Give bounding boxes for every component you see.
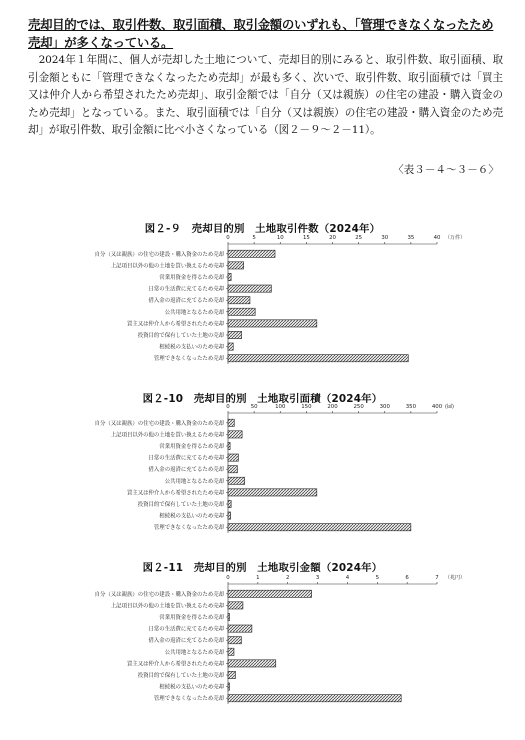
chart-2-11 bbox=[0, 574, 525, 714]
category-label: 買主又は仲介人から希望されたため売却 bbox=[126, 490, 224, 497]
bar bbox=[228, 262, 244, 269]
x-tick-label: 1 bbox=[256, 575, 260, 581]
bar bbox=[228, 512, 231, 519]
unit-label: （万件） bbox=[445, 235, 466, 241]
x-tick-label: 100 bbox=[275, 404, 286, 410]
category-label: 日常の生活費に充てるため売却 bbox=[148, 455, 224, 462]
category-label: 自分（又は親族）の住宅の建設・購入資金のため売却 bbox=[94, 591, 224, 598]
chart-title-2-11: 図２-11 売却目的別 土地取引金額（2024年） bbox=[142, 562, 383, 574]
bar bbox=[228, 285, 271, 292]
unit-label: （兆円） bbox=[445, 575, 466, 581]
bar bbox=[228, 602, 243, 609]
category-label: 管理できなくなったため売却 bbox=[153, 696, 224, 703]
chart-2-9 bbox=[0, 234, 525, 374]
x-tick-label: 0 bbox=[226, 404, 230, 410]
bar bbox=[228, 442, 230, 449]
x-tick-label: 300 bbox=[379, 404, 390, 410]
x-tick-label: 0 bbox=[226, 235, 230, 241]
category-label: 公共用地となるため売却 bbox=[164, 309, 224, 316]
category-label: 投資目的で保有していた土地の売却 bbox=[137, 673, 224, 679]
bar bbox=[228, 297, 250, 304]
x-tick-label: 250 bbox=[353, 404, 364, 410]
bar bbox=[228, 477, 245, 484]
category-label: 投資目的で保有していた土地の売却 bbox=[137, 502, 224, 508]
chart-2-10 bbox=[0, 403, 525, 543]
x-tick-label: 4 bbox=[345, 575, 350, 581]
category-label: 上記項目以外の他の土地を買い換えるため売却 bbox=[110, 603, 224, 610]
x-tick-label: 2 bbox=[285, 575, 290, 581]
bar bbox=[228, 431, 242, 438]
x-tick-label: 0 bbox=[226, 575, 230, 581]
category-label: 投資目的で保有していた土地の売却 bbox=[137, 333, 224, 339]
bar bbox=[228, 466, 237, 473]
bar bbox=[228, 648, 234, 655]
x-tick-label: 15 bbox=[302, 235, 310, 241]
category-label: 管理できなくなったため売却 bbox=[153, 356, 224, 363]
bar bbox=[228, 660, 276, 667]
bar bbox=[228, 419, 234, 426]
category-label: 相続税の支払いのため売却 bbox=[159, 513, 224, 520]
category-label: 自分（又は親族）の住宅の建設・購入資金のため売却 bbox=[94, 251, 224, 258]
category-label: 営業用資金を得るため売却 bbox=[159, 444, 224, 450]
body-paragraph: 2024年１年間に、個人が売却した土地について、売却目的別にみると、取引件数、取引面積、取引金額ともに「管理できなくなったため売却」が最も多く、次いで、取引件数、取引面積では「買主又は仲介人から希望されたため売却」、取引金額では「自分（又は親族）の住宅の建設・購入資金のため売却」となっている。また、取引面積では「自分（又は親族）の住宅の建設・購入資金のため売却」が取引件数、取引金額に比べ小さくなっている（図２－９～２－11）。 bbox=[28, 54, 503, 137]
x-tick-label: 30 bbox=[381, 235, 389, 241]
x-tick-label: 50 bbox=[250, 404, 258, 410]
x-tick-label: 200 bbox=[327, 404, 338, 410]
bar bbox=[228, 683, 229, 690]
bar bbox=[228, 524, 411, 531]
x-tick-label: 5 bbox=[375, 575, 380, 581]
x-tick-label: 10 bbox=[276, 235, 284, 241]
category-label: 管理できなくなったため売却 bbox=[153, 525, 224, 532]
category-label: 公共用地となるため売却 bbox=[164, 478, 224, 485]
bar bbox=[228, 273, 231, 280]
category-label: 営業用資金を得るため売却 bbox=[159, 615, 224, 621]
x-tick-label: 400 bbox=[431, 404, 443, 410]
bar bbox=[228, 590, 312, 597]
category-label: 借入金の返済に充てるため売却 bbox=[148, 638, 224, 645]
category-label: 自分（又は親族）の住宅の建設・購入資金のため売却 bbox=[94, 420, 224, 427]
category-label: 上記項目以外の他の土地を買い換えるため売却 bbox=[110, 263, 224, 270]
chart-title-2-10: 図２-10 売却目的別 土地取引面積（2024年） bbox=[142, 393, 383, 405]
bar bbox=[228, 500, 231, 507]
bar bbox=[228, 454, 238, 461]
bar bbox=[228, 489, 317, 496]
chart-title-2-9: 図２-９ 売却目的別 土地取引件数（2024年） bbox=[144, 223, 381, 235]
bar bbox=[228, 320, 317, 327]
x-tick-label: 350 bbox=[405, 404, 417, 410]
bar bbox=[228, 331, 242, 338]
bar bbox=[228, 308, 255, 315]
bar bbox=[228, 637, 241, 644]
bar bbox=[228, 250, 275, 257]
category-label: 営業用資金を得るため売却 bbox=[159, 275, 224, 281]
category-label: 借入金の返済に充てるため売却 bbox=[148, 467, 224, 474]
category-label: 上記項目以外の他の土地を買い換えるため売却 bbox=[110, 432, 224, 439]
category-label: 買主又は仲介人から希望されたため売却 bbox=[126, 321, 224, 328]
bar bbox=[228, 695, 401, 702]
x-tick-label: 20 bbox=[329, 235, 336, 241]
category-label: 日常の生活費に充てるため売却 bbox=[148, 286, 224, 293]
category-label: 相続税の支払いのため売却 bbox=[159, 684, 224, 691]
bar bbox=[228, 625, 252, 632]
x-tick-label: 25 bbox=[355, 235, 363, 241]
bar bbox=[228, 343, 233, 350]
bar bbox=[228, 355, 408, 362]
bar bbox=[228, 613, 229, 620]
x-tick-label: 35 bbox=[407, 235, 415, 241]
unit-label: (㎢) bbox=[445, 404, 454, 410]
category-label: 相続税の支払いのため売却 bbox=[159, 344, 224, 351]
x-tick-label: 6 bbox=[405, 575, 409, 581]
x-tick-label: 150 bbox=[301, 404, 312, 410]
x-tick-label: 5 bbox=[252, 235, 256, 241]
category-label: 買主又は仲介人から希望されたため売却 bbox=[126, 661, 224, 668]
section-heading: 売却目的では、取引件数、取引面積、取引金額のいずれも、「管理できなくなったため売却」が多くなっている。 bbox=[28, 17, 494, 50]
category-label: 公共用地となるため売却 bbox=[164, 649, 224, 656]
x-tick-label: 7 bbox=[435, 575, 439, 581]
table-reference: 〈表３－４～３－６〉 bbox=[393, 164, 499, 176]
category-label: 借入金の返済に充てるため売却 bbox=[148, 298, 224, 305]
x-tick-label: 3 bbox=[315, 575, 320, 581]
x-tick-label: 40 bbox=[433, 235, 441, 241]
bar bbox=[228, 671, 235, 678]
category-label: 日常の生活費に充てるため売却 bbox=[148, 626, 224, 633]
